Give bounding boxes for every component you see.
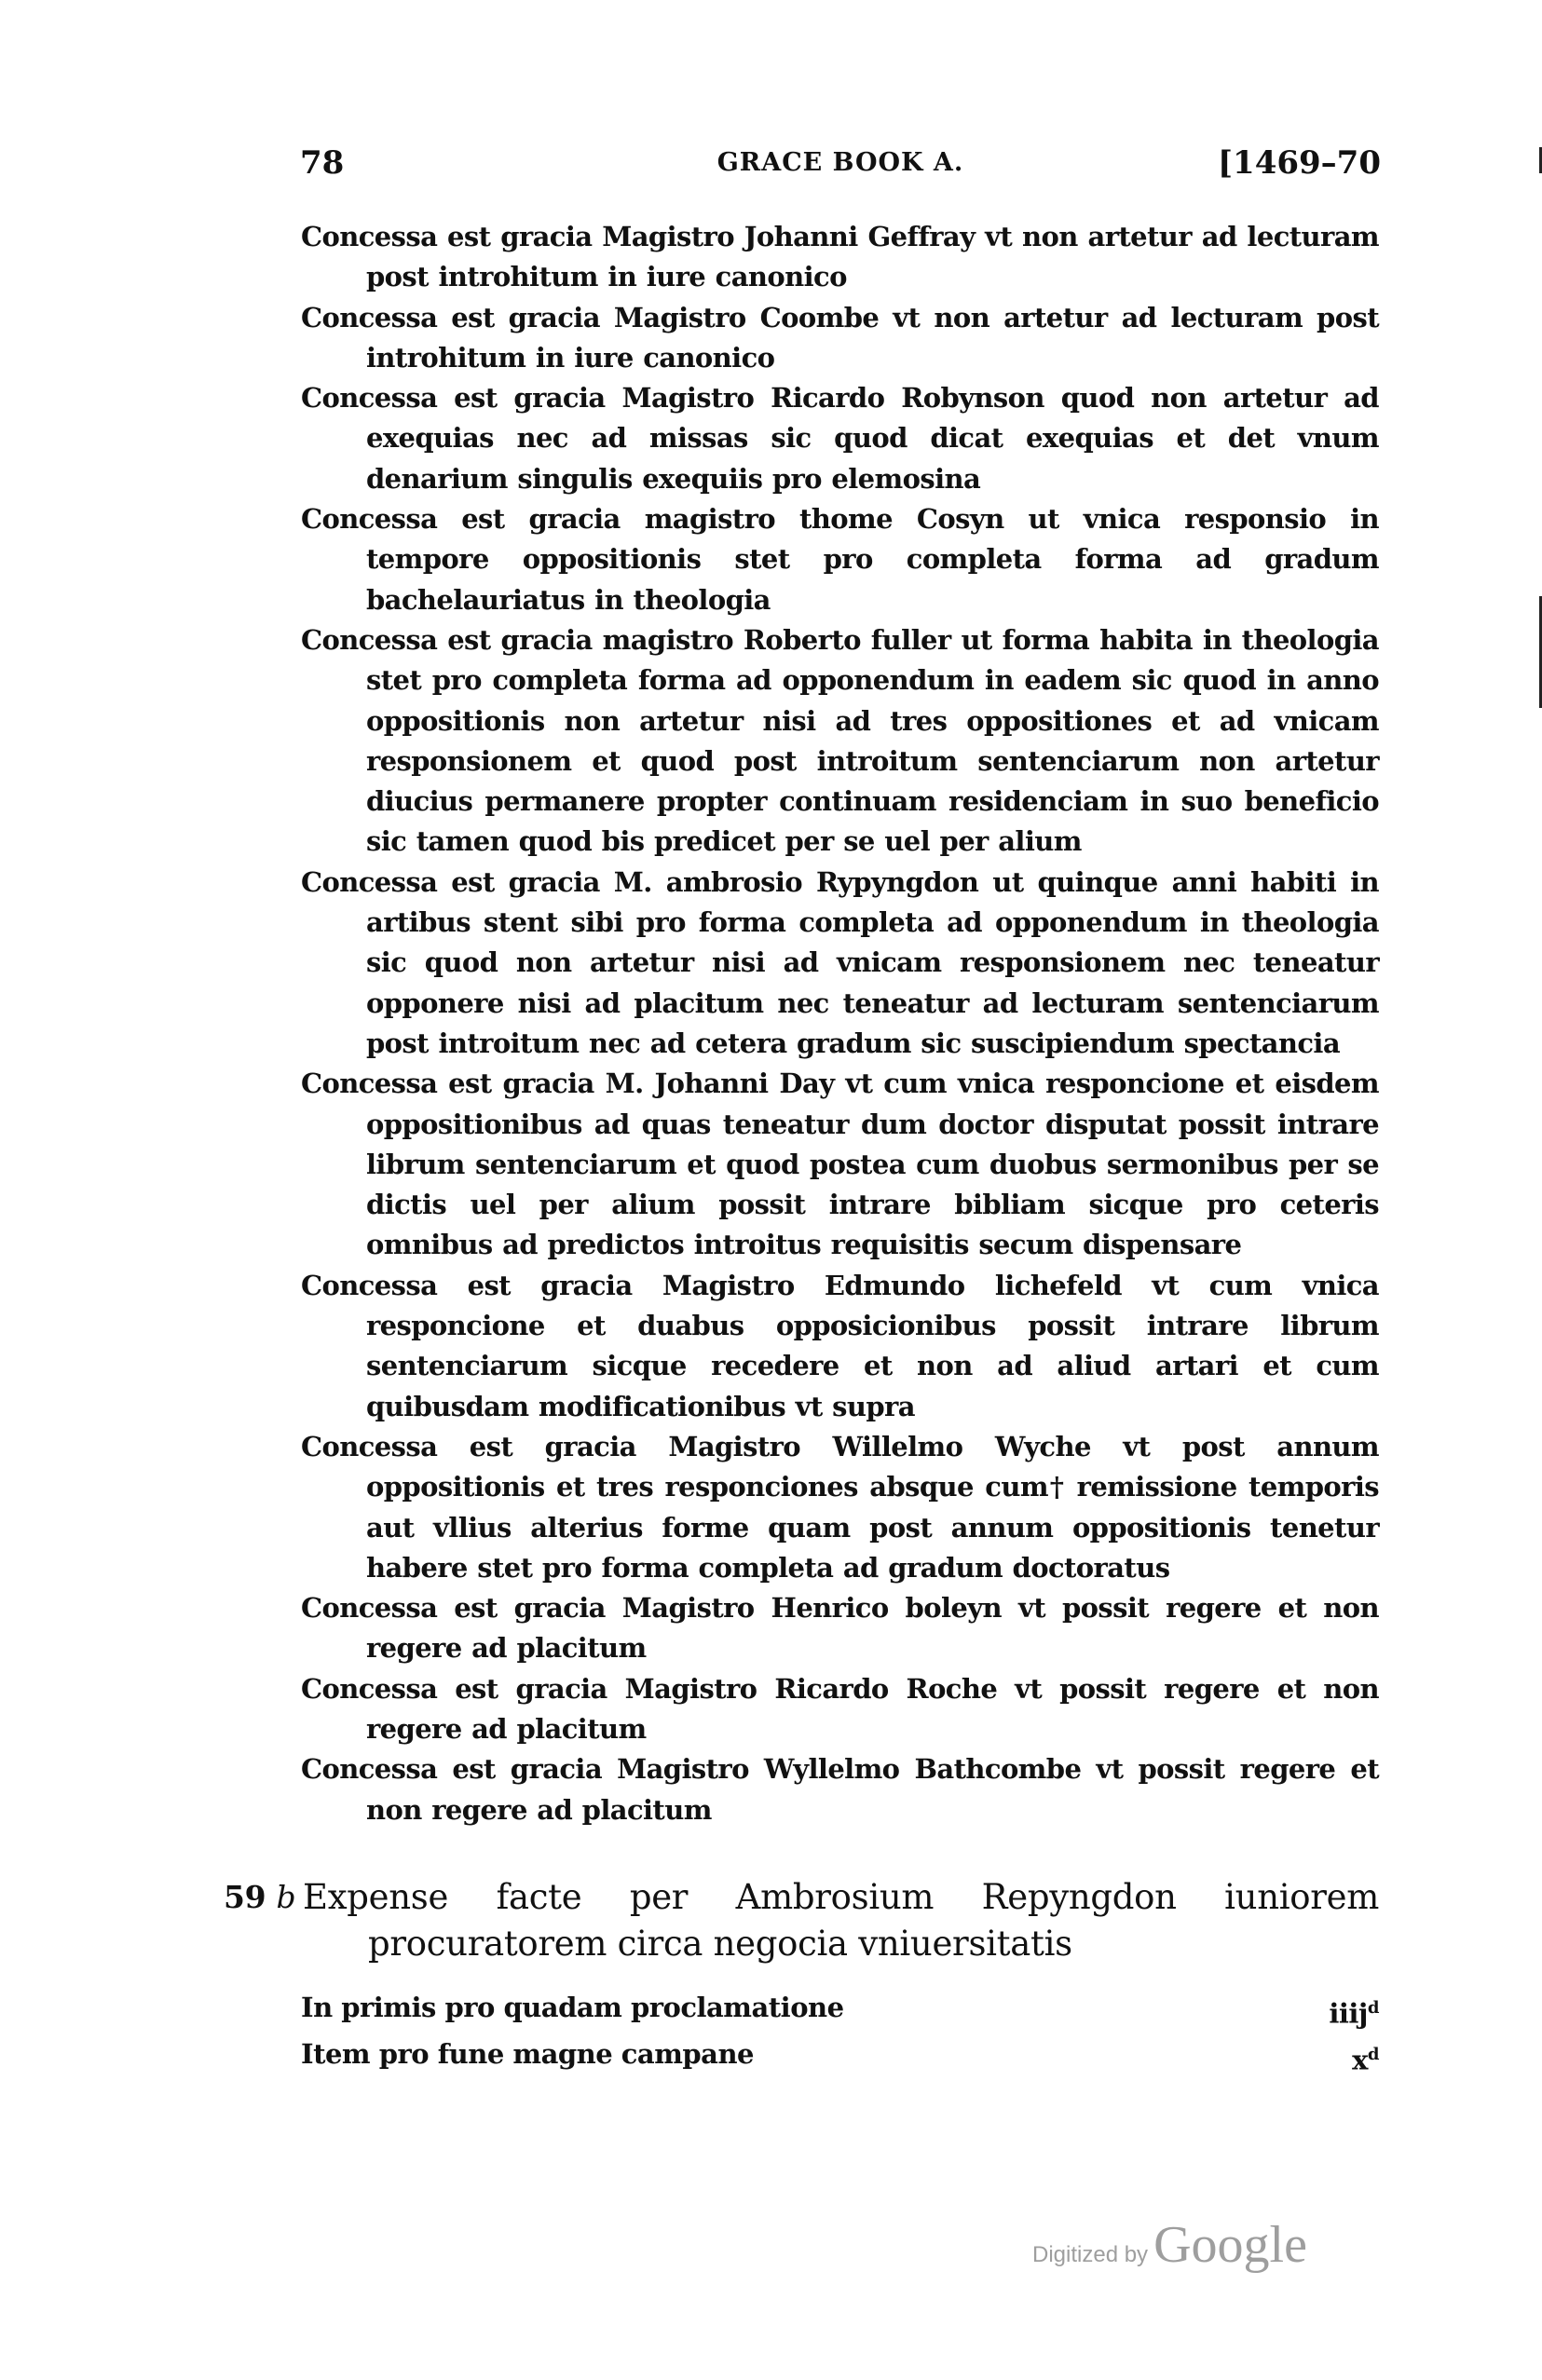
- grace-entry: Concessa est gracia Magistro Willelmo Wyche vt post annum oppositionis et tres responciones absque cum† remissione temporis aut vllius alterius forme quam post annum oppositionis tenetur habere stet pro forma completa ad gradum doctoratus: [301, 1430, 1379, 1584]
- amount-unit: d: [1367, 2044, 1379, 2064]
- expense-item-text: In primis pro quadam proclamatione: [301, 1992, 844, 2023]
- expense-item-amount: [1329, 1988, 1379, 2034]
- grace-entry: Concessa est gracia Magistro Johanni Geffray vt non artetur ad lecturam post introhitum in iure canonico: [301, 221, 1379, 293]
- folio-side: b: [276, 1879, 296, 1915]
- expense-item-amount: [1352, 2034, 1379, 2081]
- watermark-prefix: Digitized by: [1032, 2242, 1149, 2267]
- grace-entries: [301, 217, 1379, 1830]
- grace-entry: Concessa est gracia Magistro Ricardo Robynson quod non artetur ad exequias nec ad missas sic quod dicat exequias et det vnum denarium singulis exequiis pro elemosina: [301, 382, 1379, 495]
- book-title: GRACE BOOK A.: [716, 148, 964, 177]
- expense-item-text: Item pro fune magne campane: [301, 2037, 754, 2070]
- expense-items: [301, 1988, 1379, 2080]
- expense-item: [301, 1988, 1379, 2034]
- expense-heading: Expense facte per Ambrosium Repyngdon iuniorem procuratorem circa negocia vniuersitatis: [303, 1877, 1379, 1964]
- grace-entry: Concessa est gracia Magistro Henrico boleyn vt possit regere et non regere ad placitum: [301, 1592, 1379, 1665]
- grace-entry: Concessa est gracia Magistro Ricardo Roche vt possit regere et non regere ad placitum: [301, 1672, 1379, 1745]
- amount-value: x: [1352, 2044, 1368, 2076]
- grace-entry: Concessa est gracia magistro thome Cosyn ut vnica responsio in tempore oppositionis stet pro completa forma ad gradum bachelauriatus in theologia: [301, 503, 1379, 616]
- amount-value: iiij: [1329, 1997, 1368, 2030]
- grace-entry: Concessa est gracia M. ambrosio Rypyngdon ut quinque anni habiti in artibus stent sibi pro forma completa ad opponendum in theologia sic quod non artetur nisi ad vnicam responsionem nec teneatur opponere nisi ad placitum nec teneatur ad lecturam sentenciarum post introitum nec ad cetera gradum sic suscipiendum spectancia: [301, 865, 1379, 1059]
- grace-entry: Concessa est gracia magistro Roberto fuller ut forma habita in theologia stet pro completa forma ad opponendum in eadem sic quod in anno oppositionis non artetur nisi ad tres oppositiones et ad vnicam responsionem et quod post introitum sentenciarum non artetur diucius permanere propter continuam residenciam in suo beneficio sic tamen quod bis predicet per se uel per alium: [301, 623, 1379, 858]
- folio-marker: [224, 1874, 303, 1967]
- folio-number: 59: [224, 1879, 266, 1915]
- running-head: [300, 140, 1381, 186]
- grace-entry: Concessa est gracia Magistro Coombe vt non artetur ad lecturam post introhitum in iure canonico: [301, 301, 1379, 374]
- grace-entry: Concessa est gracia Magistro Edmundo lichefeld vt cum vnica responcione et duabus opposicionibus possit intrare librum sentenciarum sicque recedere et non ad aliud artari et cum quibusdam modificationibus vt supra: [301, 1269, 1379, 1422]
- grace-entry: Concessa est gracia M. Johanni Day vt cum vnica responcione et eisdem oppositionibus ad quas teneatur dum doctor disputat possit intrare librum sentenciarum et quod postea cum duobus sermonibus per se dictis uel per alium possit intrare bibliam sicque pro ceteris omnibus ad predictos introitus requisitis secum dispensare: [301, 1068, 1379, 1261]
- page-number: 78: [300, 144, 345, 182]
- expense-item: [301, 2034, 1379, 2081]
- expense-section: [224, 1874, 1379, 2076]
- grace-entry: Concessa est gracia Magistro Wyllelmo Bathcombe vt possit regere et non regere ad placitum: [301, 1753, 1379, 1826]
- google-logo: Google: [1153, 2216, 1307, 2274]
- digitized-watermark: [1032, 2215, 1307, 2275]
- amount-unit: d: [1367, 1998, 1379, 2018]
- year-range: [1469–70: [1217, 144, 1381, 182]
- section-heading: [224, 1874, 1379, 1967]
